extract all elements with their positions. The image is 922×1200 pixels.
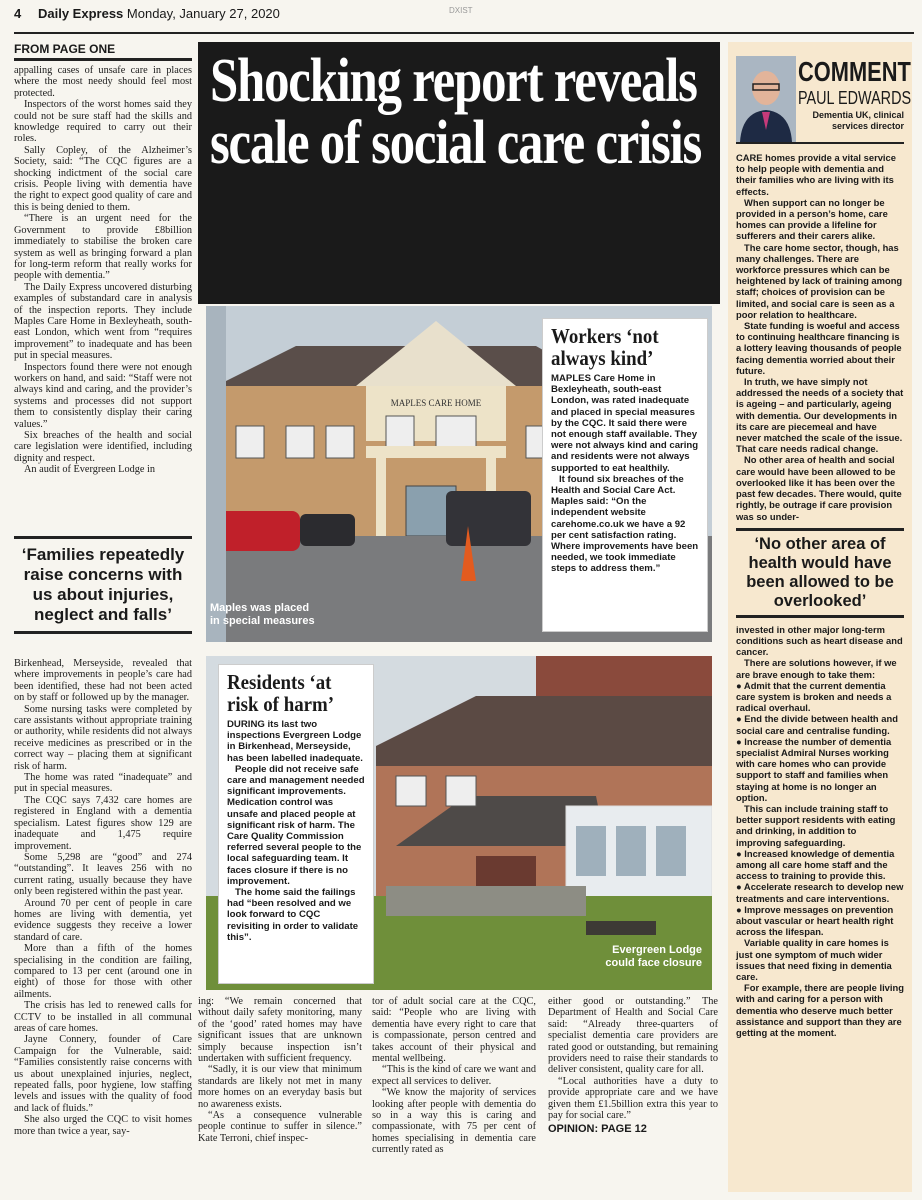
comment-body bbox=[736, 152, 904, 1038]
paragraph: appalling cases of unsafe care in places where the most needy should feel most protected. bbox=[14, 65, 192, 99]
sidebar-title: Residents ‘at risk of harm’ bbox=[227, 670, 335, 716]
photo2-caption: Evergreen Lodge could face closure bbox=[605, 944, 702, 969]
comment-bullet: ● Increase the number of dementia specialist Admiral Nurses working with care homes who can provide support to staff and families when staying at home is no longer an option. bbox=[736, 735, 892, 803]
bottom-column-2 bbox=[372, 996, 536, 1156]
headline: Shocking report reveals scale of social care crisis bbox=[210, 47, 702, 177]
comment-paragraph: CARE homes provide a vital service to help people with dementia and their families who are living with its effects. bbox=[736, 152, 896, 197]
opinion-link[interactable]: OPINION: PAGE 12 bbox=[548, 1123, 647, 1136]
comment-paragraph: The care home sector, though, has many challenges. There are workforce pressures which can be heightened by lack of training among staff; choices of provision can be limited, and social care is seen as a poor relation to healthcare. bbox=[736, 241, 903, 320]
comment-paragraph: No other area of health and social care would have been allowed to be overlooked like it has been over the past few decades. There would, quite rightly, be outrage if care provision was so under- bbox=[736, 454, 902, 522]
maples-sidebar bbox=[542, 318, 708, 632]
issue-date: Monday, January 27, 2020 bbox=[126, 6, 280, 21]
paragraph: Birkenhead, Merseyside, revealed that where improvements in people’s care had been identified, these had not been acted on by staff or followed up by the manager. bbox=[14, 658, 192, 704]
paragraph: “This is the kind of care we want and expect all services to deliver. bbox=[372, 1064, 536, 1087]
comment-bullet: ● End the divide between health and social care and centralise funding. bbox=[736, 713, 898, 736]
comment-paragraph: Variable quality in care homes is just one symptom of much wider issues that need fixing in dementia care. bbox=[736, 937, 892, 982]
comment-paragraph: State funding is woeful and access to continuing healthcare financing is a lottery leaving thousands of people facing dementia worried about their future. bbox=[736, 320, 902, 376]
comment-bullet: ● Admit that the current dementia care system is broken and needs a radical overhaul. bbox=[736, 679, 892, 714]
building-sign: MAPLES CARE HOME bbox=[390, 398, 482, 408]
paragraph: ing: “We remain concerned that without daily safety monitoring, many of the ‘good’ rated homes may have significant issues that are unknown simply because inspection isn’t undertaken with sufficient frequency. bbox=[198, 996, 362, 1065]
paragraph: The crisis has led to renewed calls for CCTV to be installed in all communal areas of care homes. bbox=[14, 1000, 192, 1034]
paragraph: Around 70 per cent of people in care homes are living with dementia, yet evidence suggests they receive a lower standard of care. bbox=[14, 897, 192, 943]
paragraph: The Daily Express uncovered disturbing examples of substandard care in analysis of the inspection reports. They include Maples Care Home in Bexleyheath, south-east London, which went from “requires improvement” to inadequate and has been put in special measures. bbox=[14, 281, 192, 362]
page-tag: DXIST bbox=[449, 6, 473, 15]
comment-bullet: ● Accelerate research to develop new treatments and care interventions. bbox=[736, 881, 904, 904]
paragraph: Inspectors of the worst homes said they could not be sure staff had the skills and knowledge required to carry out their roles. bbox=[14, 99, 192, 145]
photo1-caption: Maples was placed in special measures bbox=[210, 602, 315, 627]
paragraph: The CQC says 7,432 care homes are registered in England with a dementia specialism. Latest figures show 129 are inadequate and 1,475 require improvement. bbox=[14, 794, 192, 852]
page-number: 4 bbox=[14, 6, 22, 21]
kicker: FROM PAGE ONE bbox=[14, 42, 192, 61]
bottom-column-1 bbox=[198, 996, 362, 1144]
comment-label: COMMENT bbox=[798, 56, 911, 87]
comment-column bbox=[728, 42, 912, 1192]
paragraph: either good or outstanding.” The Department of Health and Social Care said: “Already three-quarters of specialist dementia care providers are rated good or outstanding, but remaining providers need to raise their standards to deliver consistent, quality care for all. bbox=[548, 996, 718, 1076]
paragraph: More than a fifth of the homes specialising in the condition are failing, compared to 13 per cent (around one in eight) of those for those with other ailments. bbox=[14, 943, 192, 1000]
paragraph: Some nursing tasks were completed by care assistants without appropriate training or authority, while residents did not always receive medicines as prescribed or in the correct way – placing them at significant risk of harm. bbox=[14, 703, 192, 772]
comment-paragraph: In truth, we have simply not addressed the needs of a society that is ageing – and particularly, ageing with dementia. Our developments in its care are piecemeal and have never matched the scale of the issue. That care needs radical change. bbox=[736, 376, 904, 455]
left-column-continued bbox=[14, 658, 192, 1137]
paragraph: Some 5,298 are “good” and 274 “outstanding”. It leaves 256 with no current rating, usually because they have only been registered within the past year. bbox=[14, 851, 192, 898]
paragraph: Sally Copley, of the Alzheimer’s Society, said: “The CQC figures are a shocking indictment of the social care crisis. People living with dementia have the right to expect good quality of care and this is being denied to them. bbox=[14, 144, 192, 213]
comment-paragraph: This can include training staff to better support residents with eating and drinking, in addition to improving safeguarding. bbox=[736, 802, 896, 848]
paragraph: “We know the majority of services looking after people with dementia do so in a way this is caring and compassionate, with 75 per cent of homes specialising in dementia care currently rated as bbox=[372, 1087, 536, 1156]
headline-box bbox=[198, 42, 720, 304]
comment-header bbox=[736, 48, 912, 144]
comment-paragraph: For example, there are people living with and caring for a person with dementia who deserve much better assistance and support than they are getting at the moment. bbox=[736, 982, 904, 1039]
bottom-column-3 bbox=[548, 996, 718, 1135]
page-header bbox=[14, 4, 914, 34]
author-avatar bbox=[736, 56, 796, 142]
paragraph: tor of adult social care at the CQC, said: “People who are living with dementia have every right to care that is compassionate, person centred and takes account of their physical and mental wellbeing. bbox=[372, 996, 536, 1065]
comment-author: PAUL EDWARDS bbox=[798, 88, 912, 108]
comment-bullet: ● Increased knowledge of dementia among all care home staff and the access to training to provide this. bbox=[736, 847, 895, 882]
paragraph: “Sadly, it is our view that minimum standards are likely not met in many more homes on an everyday basis but no awareness exists. bbox=[198, 1064, 362, 1110]
comment-paragraph: There are solutions however, if we are brave enough to take them: bbox=[736, 657, 897, 680]
paragraph: “There is an urgent need for the Government to provide £8billion immediately to stabilise the broken care system as well as bringing forward a plan for long-term reform that really works for people with dementia.” bbox=[14, 213, 192, 282]
paragraph: Six breaches of the health and social care legislation were identified, including dignity and respect. bbox=[14, 430, 192, 464]
comment-paragraph: invested in other major long-term conditions such as heart disease and cancer. bbox=[736, 623, 903, 658]
comment-paragraph: When support can no longer be provided in a person’s home, care homes can provide a lifeline for sufferers and their carers alike. bbox=[736, 196, 888, 242]
sidebar-paragraph: MAPLES Care Home in Bexleyheath, south-east London, was rated inadequate and placed in special measures by the CQC. It said there were not enough staff available. They were not always kind and caring and residents were not always supported to eat healthily. bbox=[551, 373, 699, 474]
paragraph: She also urged the CQC to visit homes more than twice a year, say- bbox=[14, 1114, 192, 1137]
comment-pull-quote: ‘No other area of health would have been allowed to be overlooked’ bbox=[736, 528, 904, 618]
paper-name: Daily Express bbox=[38, 6, 124, 21]
masthead bbox=[38, 6, 280, 21]
paragraph: “Local authorities have a duty to provide appropriate care and we have given them £1.5billion extra this year to pay for social care.” bbox=[548, 1075, 718, 1122]
paragraph: Inspectors found there were not enough workers on hand, and said: “Staff were not always kind and caring, and the provider’s systems and processes did not support them to consistently display their caring values.” bbox=[14, 361, 192, 430]
bottom-columns bbox=[198, 996, 720, 1192]
paragraph: “As a consequence vulnerable people continue to suffer in silence.” Kate Terroni, chief inspec- bbox=[198, 1110, 362, 1144]
paragraph: The home was rated “inadequate” and put in special measures. bbox=[14, 772, 192, 795]
sidebar-paragraph: DURING its last two inspections Evergreen Lodge in Birkenhead, Merseyside, has been labelled inadequate. bbox=[227, 719, 363, 764]
sidebar-paragraph: The home said the failings had “been resolved and we look forward to CQC revisiting in order to validate this”. bbox=[227, 887, 359, 943]
paragraph: An audit of Evergreen Lodge in bbox=[24, 464, 156, 476]
paragraph: Jayne Connery, founder of Care Campaign for the Vulnerable, said: “Families consistently raise concerns with us about unexplained injuries, neglect, repeated falls, poor hygiene, low staffing levels and issues with the quality of food and lack of fluids.” bbox=[14, 1034, 192, 1114]
sidebar-title: Workers ‘not always kind’ bbox=[551, 324, 659, 370]
pull-quote-left: ‘Families repeatedly raise concerns with us about injuries, neglect and falls’ bbox=[14, 536, 192, 634]
left-column bbox=[14, 42, 192, 476]
left-column-text bbox=[14, 65, 192, 476]
comment-author-role: Dementia UK, clinical services director bbox=[812, 110, 904, 131]
sidebar-paragraph: It found six breaches of the Health and Social Care Act. Maples said: “On the independent website carehome.co.uk we have a 92 per cent satisfaction rating. Where improvements have been needed, we took immediate steps to address them.” bbox=[551, 473, 699, 575]
evergreen-sidebar bbox=[218, 664, 374, 984]
comment-bullet: ● Improve messages on prevention about vascular or heart health right across the lifespan. bbox=[736, 903, 894, 938]
sidebar-paragraph: People did not receive safe care and management needed significant improvements. Medication control was unsafe and placed people at significant risk of harm. The Care Quality Commission referred several people to the local safeguarding team. It faces closure if there is no improvement. bbox=[227, 763, 365, 887]
